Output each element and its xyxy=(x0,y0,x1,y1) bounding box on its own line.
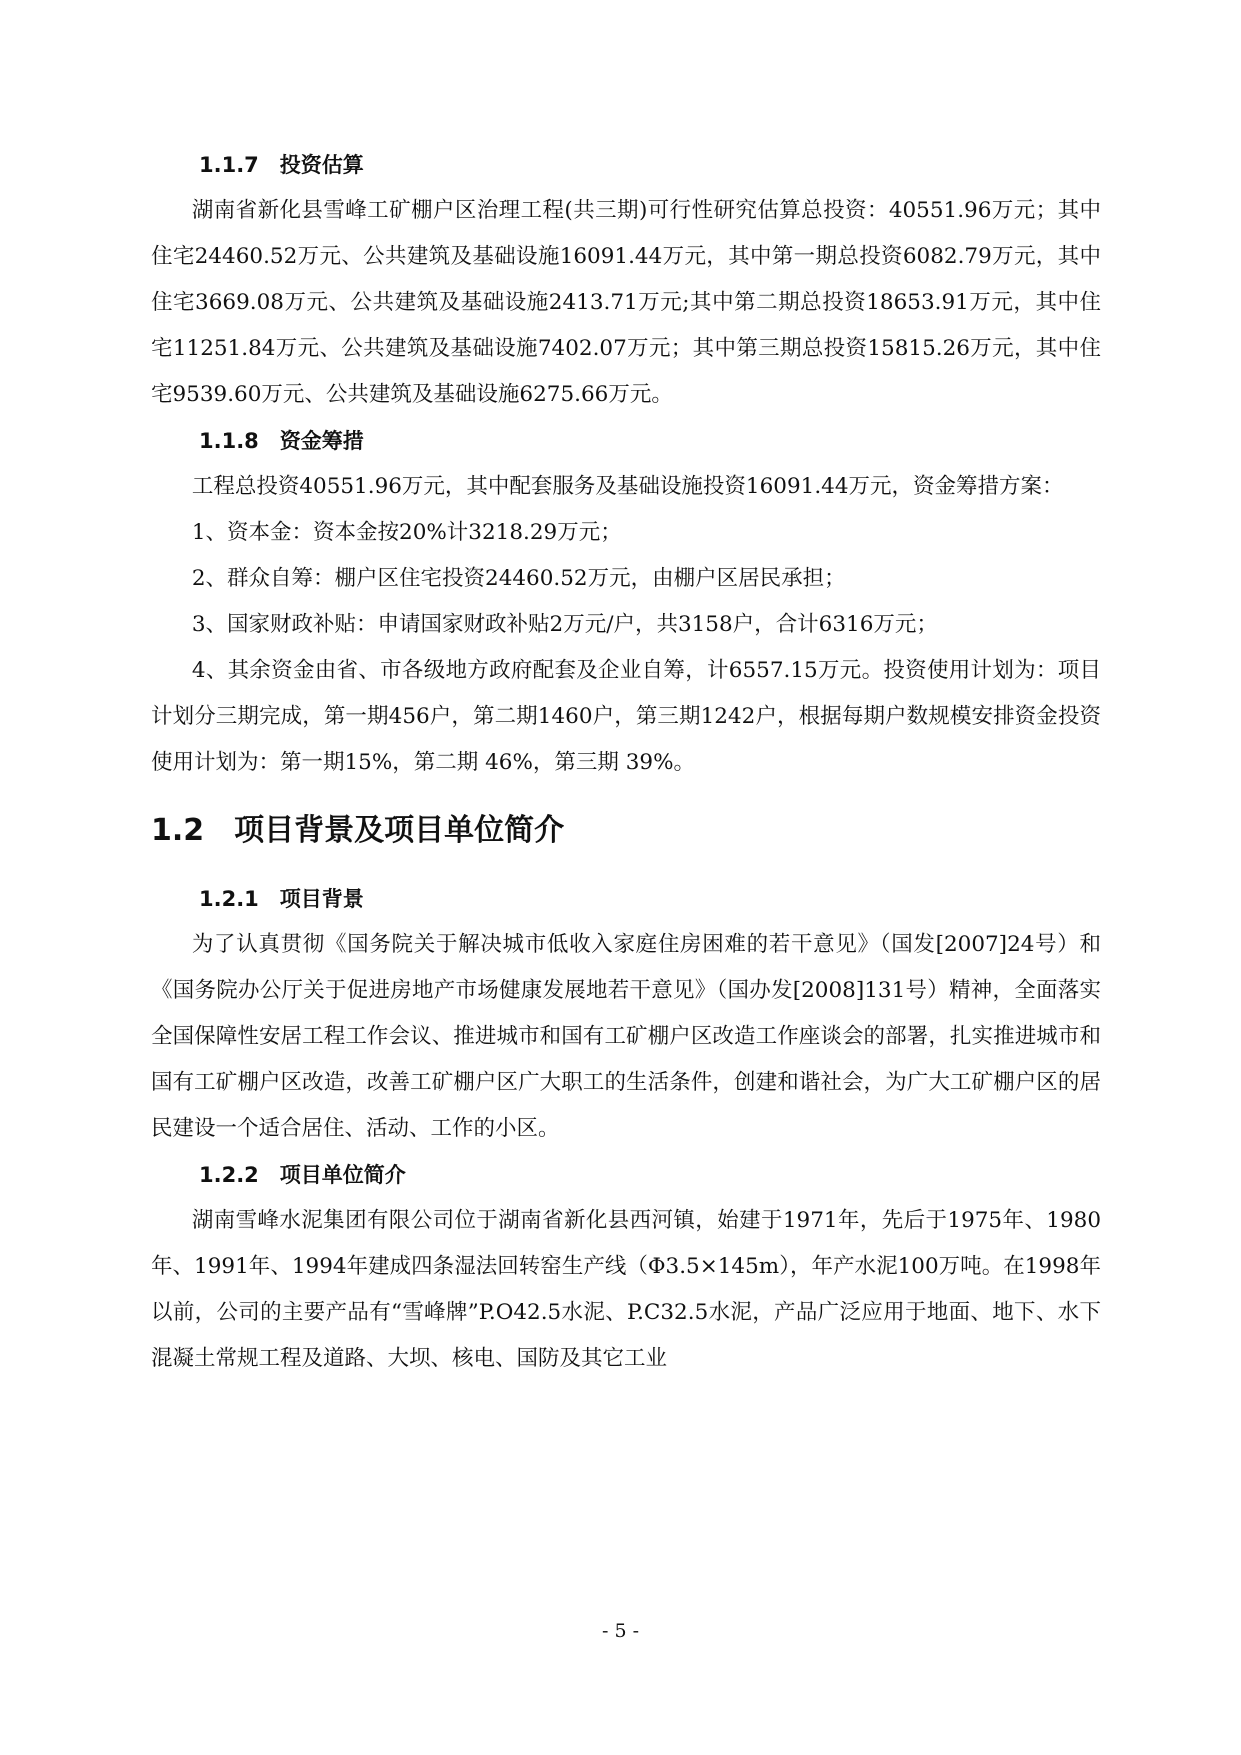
project-background-paragraph: 为了认真贯彻《国务院关于解决城市低收入家庭住房困难的若干意见》（国发[2007]24号）和《国务院办公厅关于促进房地产市场健康发展地若干意见》（国办发[2008]131号）精神，全面落实全国保障性安居工程工作会议、推进城市和国有工矿棚户区改造工作座谈会的部署，扎实推进城市和国有工矿棚户区改造，改善工矿棚户区广大职工的生活条件，创建和谐社会，为广大工矿棚户区的居民建设一个适合居住、活动、工作的小区。 xyxy=(151,932,1101,1141)
investment-estimate-paragraph: 湖南省新化县雪峰工矿棚户区治理工程(共三期)可行性研究估算总投资：40551.96万元；其中住宅24460.52万元、公共建筑及基础设施16091.44万元，其中第一期总投资6082.79万元，其中住宅3669.08万元、公共建筑及基础设施2413.71万元;其中第二期总投资18653.91万元，其中住宅11251.84万元、公共建筑及基础设施7402.07万元；其中第三期总投资15815.26万元，其中住宅9539.60万元、公共建筑及基础设施6275.66万元。 xyxy=(151,198,1101,407)
section-heading-1-2-2: 1.2.2 项目单位简介 xyxy=(199,1163,406,1187)
funding-item-3: 3、国家财政补贴：申请国家财政补贴2万元/户，共3158户，合计6316万元； xyxy=(191,612,938,637)
page-content xyxy=(151,142,1101,1382)
section-heading-1-1-8: 1.1.8 资金筹措 xyxy=(199,429,364,453)
funding-item-1: 1、资本金：资本金按20%计3218.29万元； xyxy=(191,520,622,545)
company-intro-paragraph: 湖南雪峰水泥集团有限公司位于湖南省新化县西河镇，始建于1971年，先后于1975年、1980年、1991年、1994年建成四条湿法回转窑生产线（Φ3.5×145m），年产水泥100万吨。在1998年以前，公司的主要产品有“雪峰牌”P.O42.5水泥、P.C32.5水泥，产品广泛应用于地面、地下、水下混凝土常规工程及道路、大坝、核电、国防及其它工业 xyxy=(151,1208,1101,1371)
page-number: - 5 - xyxy=(601,1620,639,1642)
section-heading-1-2-1: 1.2.1 项目背景 xyxy=(199,887,364,911)
section-heading-1-1-7: 1.1.7 投资估算 xyxy=(199,153,364,177)
funding-item-4: 4、其余资金由省、市各级地方政府配套及企业自筹，计6557.15万元。投资使用计划为：项目计划分三期完成，第一期456户，第二期1460户，第三期1242户，根据每期户数规模安排资金投资使用计划为：第一期15%，第二期 46%，第三期 39%。 xyxy=(151,658,1101,775)
funding-intro-paragraph: 工程总投资40551.96万元，其中配套服务及基础设施投资16091.44万元，资金筹措方案： xyxy=(191,474,1064,499)
funding-item-2: 2、群众自筹：棚户区住宅投资24460.52万元，由棚户区居民承担； xyxy=(191,566,846,591)
section-heading-1-2: 1.2 项目背景及项目单位简介 xyxy=(151,813,565,848)
